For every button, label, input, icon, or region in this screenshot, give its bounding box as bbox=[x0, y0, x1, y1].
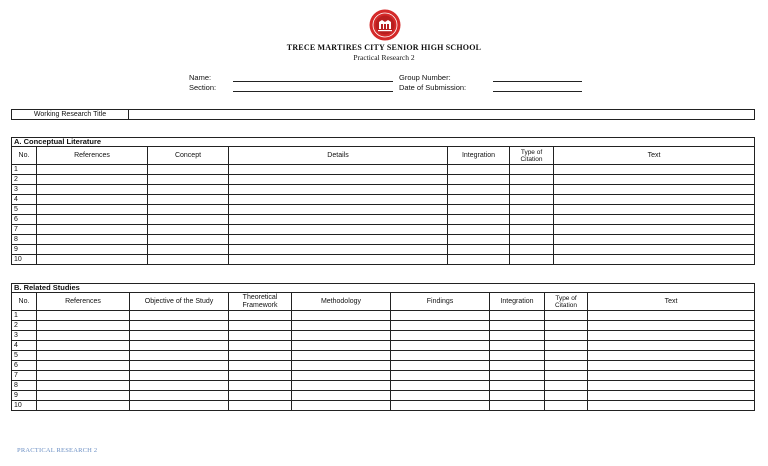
table-cell[interactable] bbox=[37, 205, 148, 215]
table-cell[interactable] bbox=[229, 321, 292, 331]
table-cell[interactable] bbox=[448, 255, 510, 265]
table-cell[interactable] bbox=[229, 381, 292, 391]
table-row bbox=[12, 205, 755, 215]
school-name: TRECE MARTIRES CITY SENIOR HIGH SCHOOL bbox=[286, 43, 482, 52]
table-cell[interactable] bbox=[391, 311, 490, 321]
table-cell[interactable] bbox=[391, 401, 490, 411]
table-row bbox=[12, 165, 755, 175]
working-title-field[interactable] bbox=[129, 110, 755, 120]
table-cell[interactable] bbox=[448, 225, 510, 235]
table-cell[interactable] bbox=[37, 321, 130, 331]
table-cell[interactable] bbox=[37, 381, 130, 391]
table-cell[interactable] bbox=[229, 205, 448, 215]
table-cell[interactable] bbox=[391, 351, 490, 361]
table-cell[interactable] bbox=[229, 361, 292, 371]
table-cell[interactable] bbox=[510, 175, 554, 185]
table-cell[interactable] bbox=[448, 185, 510, 195]
table-cell[interactable] bbox=[391, 391, 490, 401]
table-row bbox=[12, 361, 755, 371]
table-cell[interactable] bbox=[292, 381, 391, 391]
table-cell[interactable] bbox=[448, 205, 510, 215]
table-cell[interactable] bbox=[148, 185, 229, 195]
table-cell[interactable] bbox=[148, 245, 229, 255]
section-field[interactable] bbox=[233, 91, 393, 92]
table-cell[interactable] bbox=[490, 391, 545, 401]
table-cell[interactable] bbox=[37, 255, 148, 265]
group-number-field[interactable] bbox=[493, 81, 582, 82]
row-number: 5 bbox=[12, 351, 37, 361]
table-cell[interactable] bbox=[490, 321, 545, 331]
table-cell[interactable] bbox=[588, 391, 755, 401]
table-cell[interactable] bbox=[130, 341, 229, 351]
table-cell[interactable] bbox=[148, 255, 229, 265]
table-cell[interactable] bbox=[229, 351, 292, 361]
table-cell[interactable] bbox=[37, 245, 148, 255]
table-cell[interactable] bbox=[130, 351, 229, 361]
table-cell[interactable] bbox=[588, 321, 755, 331]
table-cell[interactable] bbox=[545, 361, 588, 371]
col-header: No. bbox=[12, 293, 37, 311]
name-label: Name: bbox=[189, 73, 212, 82]
row-number: 8 bbox=[12, 235, 37, 245]
table-cell[interactable] bbox=[229, 185, 448, 195]
table-cell[interactable] bbox=[148, 225, 229, 235]
table-cell[interactable] bbox=[554, 195, 755, 205]
row-number: 6 bbox=[12, 361, 37, 371]
section-a-header-row bbox=[12, 147, 755, 165]
table-cell[interactable] bbox=[37, 185, 148, 195]
table-cell[interactable] bbox=[229, 235, 448, 245]
table-cell[interactable] bbox=[148, 235, 229, 245]
table-cell[interactable] bbox=[490, 341, 545, 351]
row-number: 3 bbox=[12, 185, 37, 195]
row-number: 7 bbox=[12, 371, 37, 381]
table-cell[interactable] bbox=[490, 351, 545, 361]
row-number: 4 bbox=[12, 341, 37, 351]
table-cell[interactable] bbox=[130, 311, 229, 321]
table-cell[interactable] bbox=[292, 321, 391, 331]
section-a-title: A. Conceptual Literature bbox=[12, 138, 755, 147]
table-cell[interactable] bbox=[37, 371, 130, 381]
table-cell[interactable] bbox=[588, 361, 755, 371]
table-cell[interactable] bbox=[229, 391, 292, 401]
table-cell[interactable] bbox=[554, 235, 755, 245]
table-row bbox=[12, 371, 755, 381]
table-cell[interactable] bbox=[554, 185, 755, 195]
table-cell[interactable] bbox=[391, 341, 490, 351]
col-header: Details bbox=[229, 147, 448, 165]
date-of-submission-field[interactable] bbox=[493, 91, 582, 92]
table-cell[interactable] bbox=[490, 401, 545, 411]
table-cell[interactable] bbox=[292, 371, 391, 381]
table-cell[interactable] bbox=[292, 311, 391, 321]
col-header: Theoretical Framework bbox=[229, 293, 292, 311]
table-cell[interactable] bbox=[130, 391, 229, 401]
table-cell[interactable] bbox=[229, 215, 448, 225]
table-cell[interactable] bbox=[545, 311, 588, 321]
table-row bbox=[12, 215, 755, 225]
table-cell[interactable] bbox=[588, 401, 755, 411]
table-cell[interactable] bbox=[130, 321, 229, 331]
table-cell[interactable] bbox=[229, 245, 448, 255]
col-header: No. bbox=[12, 147, 37, 165]
table-row bbox=[12, 341, 755, 351]
table-cell[interactable] bbox=[292, 401, 391, 411]
group-number-label: Group Number: bbox=[399, 73, 451, 82]
table-cell[interactable] bbox=[37, 175, 148, 185]
table-cell[interactable] bbox=[510, 195, 554, 205]
col-header: Integration bbox=[490, 293, 545, 311]
table-cell[interactable] bbox=[229, 331, 292, 341]
table-cell[interactable] bbox=[588, 371, 755, 381]
table-cell[interactable] bbox=[588, 381, 755, 391]
table-cell[interactable] bbox=[510, 215, 554, 225]
table-cell[interactable] bbox=[545, 351, 588, 361]
table-cell[interactable] bbox=[37, 195, 148, 205]
table-row bbox=[12, 195, 755, 205]
table-cell[interactable] bbox=[490, 381, 545, 391]
col-header: Integration bbox=[448, 147, 510, 165]
table-cell[interactable] bbox=[292, 351, 391, 361]
related-studies-table bbox=[11, 283, 755, 411]
col-header: Findings bbox=[391, 293, 490, 311]
section-b-header-row bbox=[12, 293, 755, 311]
table-cell[interactable] bbox=[448, 165, 510, 175]
row-number: 10 bbox=[12, 401, 37, 411]
table-cell[interactable] bbox=[292, 391, 391, 401]
table-cell[interactable] bbox=[130, 401, 229, 411]
section-label: Section: bbox=[189, 83, 217, 92]
table-cell[interactable] bbox=[148, 215, 229, 225]
table-cell[interactable] bbox=[37, 235, 148, 245]
table-cell[interactable] bbox=[510, 225, 554, 235]
table-row bbox=[12, 321, 755, 331]
col-header: References bbox=[37, 293, 130, 311]
table-cell[interactable] bbox=[588, 341, 755, 351]
row-number: 2 bbox=[12, 321, 37, 331]
table-cell[interactable] bbox=[588, 331, 755, 341]
subject-title: Practical Research 2 bbox=[353, 53, 415, 62]
row-number: 2 bbox=[12, 175, 37, 185]
table-cell[interactable] bbox=[229, 195, 448, 205]
col-header: Text bbox=[554, 147, 755, 165]
table-cell[interactable] bbox=[37, 391, 130, 401]
table-row bbox=[12, 235, 755, 245]
col-header: Type of Citation bbox=[510, 147, 554, 165]
date-of-submission-label: Date of Submission: bbox=[399, 83, 467, 92]
table-cell[interactable] bbox=[37, 215, 148, 225]
table-cell[interactable] bbox=[37, 351, 130, 361]
table-row bbox=[12, 225, 755, 235]
table-cell[interactable] bbox=[37, 361, 130, 371]
table-cell[interactable] bbox=[148, 175, 229, 185]
table-cell[interactable] bbox=[37, 165, 148, 175]
table-cell[interactable] bbox=[448, 195, 510, 205]
table-cell[interactable] bbox=[130, 381, 229, 391]
table-cell[interactable] bbox=[292, 341, 391, 351]
working-title-label: Working Research Title bbox=[12, 110, 129, 120]
table-cell[interactable] bbox=[448, 235, 510, 245]
table-cell[interactable] bbox=[391, 381, 490, 391]
table-row bbox=[12, 175, 755, 185]
table-cell[interactable] bbox=[490, 361, 545, 371]
working-title-table bbox=[11, 109, 755, 120]
table-cell[interactable] bbox=[448, 215, 510, 225]
row-number: 9 bbox=[12, 245, 37, 255]
table-row bbox=[12, 255, 755, 265]
row-number: 4 bbox=[12, 195, 37, 205]
row-number: 6 bbox=[12, 215, 37, 225]
table-cell[interactable] bbox=[545, 371, 588, 381]
table-row bbox=[12, 185, 755, 195]
table-cell[interactable] bbox=[292, 361, 391, 371]
row-number: 1 bbox=[12, 165, 37, 175]
table-cell[interactable] bbox=[229, 341, 292, 351]
table-cell[interactable] bbox=[37, 311, 130, 321]
table-row bbox=[12, 245, 755, 255]
school-logo bbox=[369, 9, 401, 41]
table-cell[interactable] bbox=[391, 331, 490, 341]
table-cell[interactable] bbox=[510, 255, 554, 265]
table-cell[interactable] bbox=[229, 311, 292, 321]
row-number: 7 bbox=[12, 225, 37, 235]
table-cell[interactable] bbox=[448, 175, 510, 185]
table-cell[interactable] bbox=[554, 215, 755, 225]
table-cell[interactable] bbox=[545, 391, 588, 401]
col-header: Objective of the Study bbox=[130, 293, 229, 311]
table-cell[interactable] bbox=[554, 255, 755, 265]
table-cell[interactable] bbox=[148, 205, 229, 215]
table-cell[interactable] bbox=[148, 195, 229, 205]
table-row bbox=[12, 331, 755, 341]
row-number: 9 bbox=[12, 391, 37, 401]
table-cell[interactable] bbox=[148, 165, 229, 175]
table-cell[interactable] bbox=[391, 321, 490, 331]
table-cell[interactable] bbox=[554, 205, 755, 215]
table-cell[interactable] bbox=[130, 361, 229, 371]
table-cell[interactable] bbox=[490, 331, 545, 341]
table-cell[interactable] bbox=[545, 331, 588, 341]
row-number: 3 bbox=[12, 331, 37, 341]
table-cell[interactable] bbox=[229, 255, 448, 265]
table-cell[interactable] bbox=[130, 371, 229, 381]
col-header: References bbox=[37, 147, 148, 165]
col-header: Text bbox=[588, 293, 755, 311]
table-cell[interactable] bbox=[229, 401, 292, 411]
col-header: Methodology bbox=[292, 293, 391, 311]
table-cell[interactable] bbox=[554, 245, 755, 255]
table-cell[interactable] bbox=[391, 361, 490, 371]
table-cell[interactable] bbox=[510, 165, 554, 175]
table-cell[interactable] bbox=[37, 331, 130, 341]
table-cell[interactable] bbox=[229, 371, 292, 381]
section-b-title: B. Related Studies bbox=[12, 284, 755, 293]
row-number: 5 bbox=[12, 205, 37, 215]
table-cell[interactable] bbox=[588, 351, 755, 361]
table-row bbox=[12, 401, 755, 411]
table-row bbox=[12, 351, 755, 361]
table-cell[interactable] bbox=[510, 205, 554, 215]
table-cell[interactable] bbox=[490, 311, 545, 321]
table-cell[interactable] bbox=[37, 401, 130, 411]
row-number: 10 bbox=[12, 255, 37, 265]
table-cell[interactable] bbox=[448, 245, 510, 255]
table-cell[interactable] bbox=[588, 311, 755, 321]
name-field[interactable] bbox=[233, 81, 393, 82]
conceptual-literature-table bbox=[11, 137, 755, 265]
table-cell[interactable] bbox=[545, 381, 588, 391]
table-cell[interactable] bbox=[545, 321, 588, 331]
table-row bbox=[12, 311, 755, 321]
table-cell[interactable] bbox=[229, 175, 448, 185]
footer-text: PRACTICAL RESEARCH 2 bbox=[17, 447, 98, 454]
table-cell[interactable] bbox=[292, 331, 391, 341]
table-cell[interactable] bbox=[545, 341, 588, 351]
table-cell[interactable] bbox=[130, 331, 229, 341]
table-cell[interactable] bbox=[37, 225, 148, 235]
table-cell[interactable] bbox=[554, 175, 755, 185]
col-header: Concept bbox=[148, 147, 229, 165]
table-cell[interactable] bbox=[510, 235, 554, 245]
table-cell[interactable] bbox=[229, 225, 448, 235]
table-cell[interactable] bbox=[391, 371, 490, 381]
table-row bbox=[12, 381, 755, 391]
table-cell[interactable] bbox=[229, 165, 448, 175]
table-row bbox=[12, 391, 755, 401]
table-cell[interactable] bbox=[37, 341, 130, 351]
table-cell[interactable] bbox=[545, 401, 588, 411]
col-header: Type of Citation bbox=[545, 293, 588, 311]
table-cell[interactable] bbox=[554, 165, 755, 175]
table-cell[interactable] bbox=[510, 245, 554, 255]
row-number: 1 bbox=[12, 311, 37, 321]
table-cell[interactable] bbox=[490, 371, 545, 381]
table-cell[interactable] bbox=[510, 185, 554, 195]
table-cell[interactable] bbox=[554, 225, 755, 235]
row-number: 8 bbox=[12, 381, 37, 391]
